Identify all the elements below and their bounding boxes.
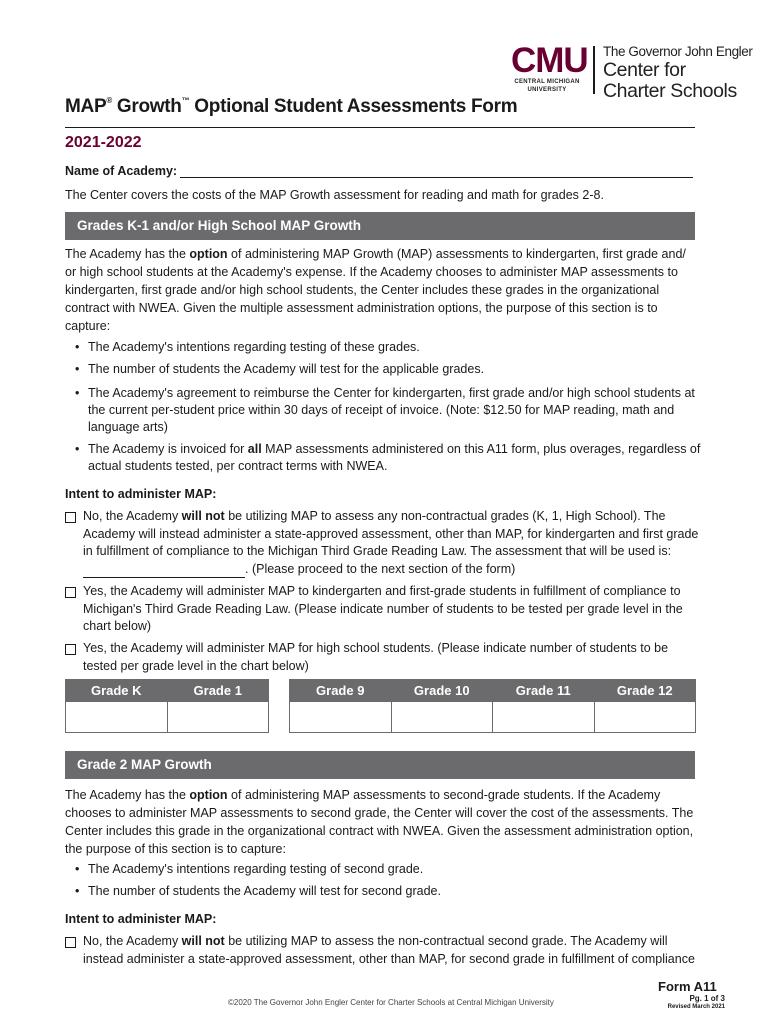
option-no-map	[65, 508, 705, 578]
list-item: • The Academy is invoiced for all MAP assessments administered on this A11 form, plus overages, regardless of actual students tested, per contract terms with NWEA.	[75, 441, 705, 475]
list-item: • The number of students the Academy will test for second grade.	[75, 883, 705, 900]
assessment-name-field[interactable]	[83, 564, 245, 578]
grade-k1-table	[65, 679, 269, 733]
bullet-text: The Academy's intentions regarding testing of these grades.	[88, 340, 420, 354]
cmu-logo-sub1: CENTRAL MICHIGAN	[514, 79, 580, 85]
opt1-b: be utilizing MAP to assess any non-contractual grades (K, 1, High School). The Academy will instead administer a state-approved assessment, other than MAP, for kindergarten and first grade in fulfillment of compliance to the Michigan Third Grade Reading Law. The assessment that will be used is:	[83, 509, 699, 558]
grade-10-header: Grade 10	[391, 680, 493, 702]
opt1-c: . (Please proceed to the next section of the form)	[245, 561, 516, 576]
option-k1-map-text: Yes, the Academy will administer MAP to kindergarten and first-grade students in fulfillment of compliance to Michigan's Third Grade Reading Law. (Please indicate number of students to be tested per grade level in the chart below)	[83, 584, 683, 633]
bullet-text: The Academy's intentions regarding testing of second grade.	[88, 862, 424, 876]
grade-12-header: Grade 12	[594, 680, 696, 702]
bullet-text: The number of students the Academy will test for second grade.	[88, 884, 441, 898]
section-grade2-intro	[65, 786, 697, 858]
revised-date: Revised March 2021	[667, 1004, 725, 1010]
grade-11-count-input[interactable]	[493, 702, 595, 733]
grade2-option-no-map-text	[83, 933, 705, 968]
title-rule	[65, 127, 695, 128]
bullet-text: The number of students the Academy will test for the applicable grades.	[88, 362, 485, 376]
registered-mark: ®	[106, 95, 112, 105]
checkbox-no-map[interactable]	[65, 512, 76, 523]
center-logo-line1: The Governor John Engler	[603, 44, 753, 59]
trademark-mark: ™	[181, 95, 190, 105]
grade2-option-no-map	[65, 933, 705, 968]
center-logo-line3: Charter Schools	[603, 80, 737, 102]
logo-divider	[593, 46, 595, 94]
list-item: • The number of students the Academy will test for the applicable grades.	[75, 361, 705, 378]
list-item: • The Academy's agreement to reimburse the Center for kindergarten, first grade and/or high school students at the current per-student price within 30 days of receipt of invoice. (Note: $12.50 for MAP reading, math and language arts)	[75, 385, 705, 436]
cmu-logo-sub2: UNIVERSITY	[527, 87, 567, 93]
intro-text-a: The Academy has the	[65, 247, 190, 261]
grade2-intro-bold: option	[189, 788, 228, 802]
grade-1-header: Grade 1	[167, 680, 269, 702]
grade-hs-table	[289, 679, 696, 733]
grade-1-count-input[interactable]	[167, 702, 269, 733]
grade2-opt1-bold: will not	[181, 934, 225, 948]
bullet-text	[88, 441, 705, 475]
grade-12-count-input[interactable]	[594, 702, 696, 733]
section-grade2-heading: Grade 2 MAP Growth	[65, 751, 695, 779]
intro-text-b: of administering MAP Growth (MAP) assessments to kindergarten, first grade and/ or high school students at the Academy's expense. If the Academy chooses to administer MAP assessments to kindergarten, first grade and/or high school students, the Center includes these grades in the organizational contract with NWEA. Given the multiple assessment administration options, the purpose of this section is to capture:	[65, 247, 686, 333]
section-k1-hs-heading: Grades K-1 and/or High School MAP Growth	[65, 212, 695, 240]
intent-label: Intent to administer MAP:	[65, 487, 217, 501]
option-hs-map	[65, 640, 705, 675]
coverage-note: The Center covers the costs of the MAP Growth assessment for reading and math for grades 2-8.	[65, 188, 604, 202]
grade2-intro-a: The Academy has the	[65, 788, 190, 802]
opt1-bold: will not	[181, 509, 225, 523]
option-no-map-text	[83, 508, 705, 578]
grade2-intro-b: of administering MAP assessments to second-grade students. If the Academy chooses to administer MAP assessments to second grade, the Center will cover the cost of the assessments. The Center includes this grade in the organizational contract with NWEA. Given the assessment administration option, the purpose of this section is to capture:	[65, 788, 694, 856]
checkbox-grade2-no-map[interactable]	[65, 937, 76, 948]
academy-name-label: Name of Academy:	[65, 164, 178, 178]
intro-text-bold: option	[189, 247, 228, 261]
grade-10-count-input[interactable]	[391, 702, 493, 733]
grade-11-header: Grade 11	[493, 680, 595, 702]
checkbox-k1-map[interactable]	[65, 587, 76, 598]
grade-9-header: Grade 9	[290, 680, 392, 702]
grade2-opt1-a: No, the Academy	[83, 934, 182, 948]
opt1-a: No, the Academy	[83, 509, 182, 523]
page-title	[65, 96, 517, 118]
checkbox-hs-map[interactable]	[65, 644, 76, 655]
bullet4-a: The Academy is invoiced for	[88, 442, 248, 456]
grade-k-count-input[interactable]	[66, 702, 168, 733]
title-rest: Optional Student Assessments Form	[189, 96, 518, 117]
center-logo-line2: Center for	[603, 59, 686, 81]
grade-k-header: Grade K	[66, 680, 168, 702]
grade2-intent-label: Intent to administer MAP:	[65, 912, 217, 926]
list-item: • The Academy's intentions regarding testing of these grades.	[75, 339, 705, 356]
copyright: ©2020 The Governor John Engler Center for Charter Schools at Central Michigan University	[228, 998, 554, 1007]
section-k1-hs-intro	[65, 245, 697, 335]
cmu-logo-mark: CMU	[511, 41, 588, 80]
title-map: MAP	[65, 96, 107, 117]
bullet4-b: MAP assessments administered on this A11 form, plus overages, regardless of actual students tested, per contract terms with NWEA.	[88, 442, 701, 473]
grade-9-count-input[interactable]	[290, 702, 392, 733]
option-k1-map	[65, 583, 705, 636]
cmu-logo	[511, 41, 588, 94]
bullet4-bold: all	[247, 442, 262, 456]
academy-name-row	[65, 164, 693, 178]
list-item: • The Academy's intentions regarding testing of second grade.	[75, 861, 705, 878]
title-growth: Growth	[111, 96, 182, 117]
form-id: Form A11	[658, 979, 717, 994]
bullet-text: The Academy's agreement to reimburse the Center for kindergarten, first grade and/or high school students at the current per-student price within 30 days of receipt of invoice. (Note: $12.50 for MAP reading, math and language arts)	[88, 386, 695, 434]
page-number: Pg. 1 of 3	[689, 994, 725, 1003]
center-logo	[603, 44, 753, 102]
option-hs-map-text: Yes, the Academy will administer MAP for high school students. (Please indicate number of students to be tested per grade level in the chart below)	[83, 641, 669, 673]
academy-name-field[interactable]	[180, 165, 693, 178]
grade2-opt1-b: be utilizing MAP to assess the non-contractual second grade. The Academy will instead administer a state-approved assessment, other than MAP, for second grade in fulfillment of compliance	[83, 934, 695, 966]
school-year: 2021-2022	[65, 134, 142, 151]
